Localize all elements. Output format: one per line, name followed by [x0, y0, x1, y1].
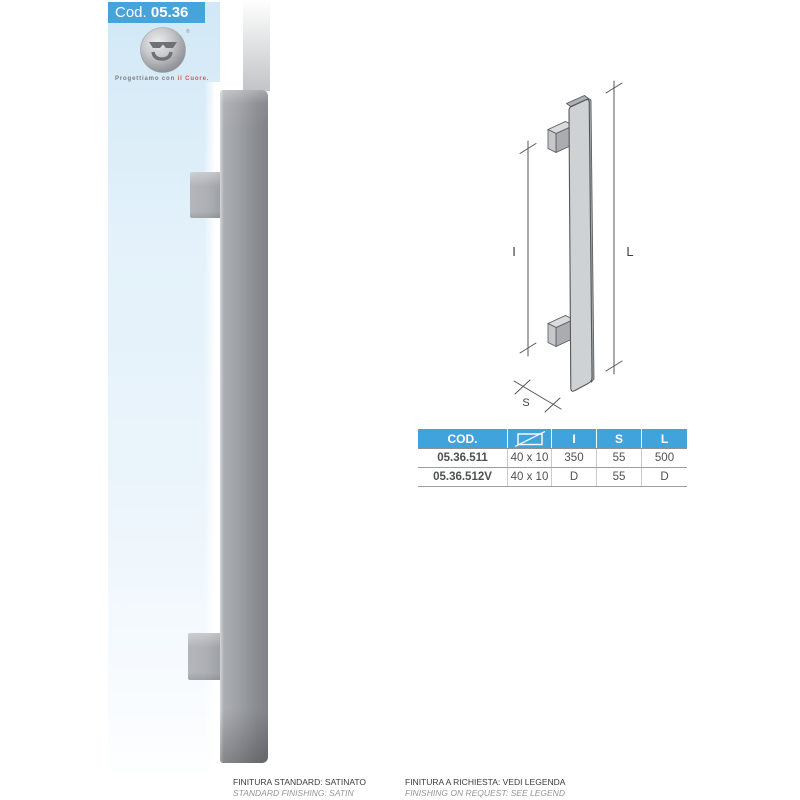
dimension-label-L: L — [626, 244, 634, 259]
spec-table — [418, 429, 687, 487]
row1-l: 500 — [654, 452, 675, 464]
trademark-symbol: ® — [186, 29, 190, 35]
code-label: Cod. — [115, 4, 147, 21]
dimension-line-I — [520, 141, 536, 356]
row2-i: D — [552, 468, 597, 486]
header-l: L — [660, 431, 669, 446]
row2-cod: 05.36.512V — [418, 468, 508, 486]
drawing-handle-bar — [567, 96, 595, 392]
dimension-label-I: I — [512, 244, 516, 259]
row1-i: 350 — [552, 449, 597, 467]
spec-table-header-row — [418, 429, 687, 449]
handle-photo-upper-mount — [190, 172, 221, 218]
dimension-label-S: S — [522, 397, 530, 409]
drawing-lower-mount — [548, 316, 574, 347]
finishing-request-en: FINISHING ON REQUEST: SEE LEGEND — [405, 787, 565, 798]
tagline-red: il Cuore. — [177, 76, 210, 82]
header-section — [508, 429, 552, 448]
logo-sphere — [141, 28, 186, 73]
dimension-line-L — [606, 81, 622, 374]
brand-logo-icon — [139, 25, 191, 75]
row1-s: 55 — [597, 449, 642, 467]
row2-l: D — [660, 471, 669, 483]
code-value: 05.36 — [150, 4, 189, 21]
header-cod: COD. — [418, 429, 508, 448]
product-code-bar — [108, 2, 205, 23]
table-row — [418, 449, 687, 468]
table-row — [418, 468, 687, 487]
finishing-note-it: FINITURA STANDARD: SATINATO — [233, 777, 367, 787]
finishing-note-request — [405, 777, 565, 798]
header-i: I — [552, 429, 597, 448]
row2-section: 40 x 10 — [508, 468, 552, 486]
cross-section-icon — [514, 431, 546, 447]
header-s: S — [597, 429, 642, 448]
handle-photo-bar — [220, 90, 268, 763]
finishing-note-standard — [233, 777, 366, 798]
finishing-note-en: STANDARD FINISHING: SATIN — [233, 787, 354, 798]
dimension-line-S — [514, 380, 561, 412]
row1-section: 40 x 10 — [508, 449, 552, 467]
row1-cod: 05.36.511 — [418, 449, 508, 467]
dimension-drawing — [495, 75, 650, 420]
photo-top-shadow — [243, 0, 270, 91]
row2-s: 55 — [597, 468, 642, 486]
tagline-gray: Progettiamo con — [115, 76, 176, 82]
finishing-request-it: FINITURA A RICHIESTA: VEDI LEGENDA — [405, 777, 566, 787]
handle-photo-lower-mount — [188, 633, 221, 680]
